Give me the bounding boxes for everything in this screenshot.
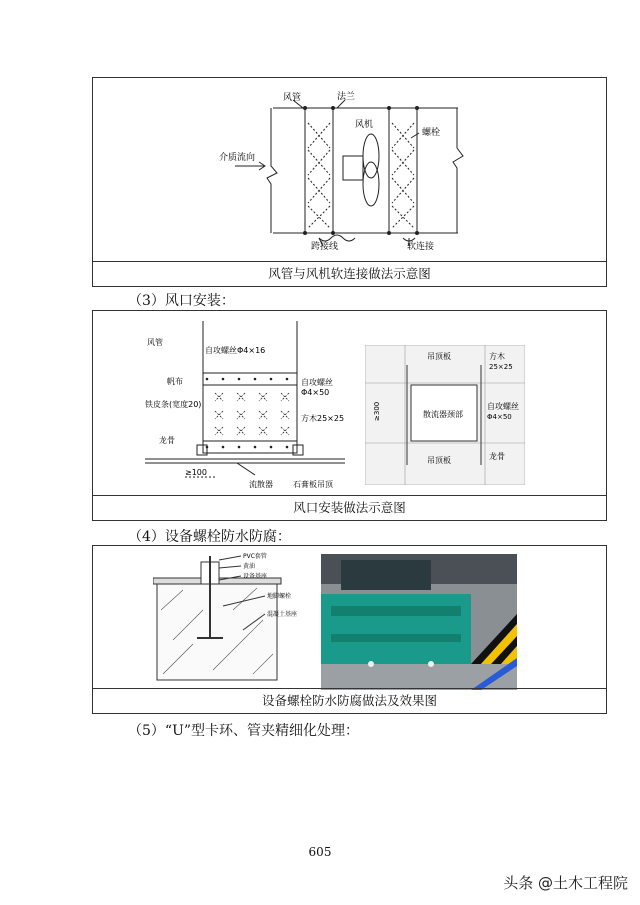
left-label-screw2b: Φ4×50	[301, 388, 330, 397]
figure-3-caption: 设备螺栓防水防腐做法及效果图	[93, 688, 606, 713]
left-label-keel: 龙骨	[159, 436, 175, 445]
right-label-wood2: 25×25	[489, 363, 513, 371]
section-3-heading: （3）风口安装：	[128, 293, 235, 309]
left-label-iron: 铁皮条(宽度20)	[145, 400, 202, 409]
label-bolt: 螺栓	[422, 128, 441, 138]
figure-1-frame	[92, 77, 607, 287]
left-label-canvas: 帆布	[167, 377, 183, 386]
anchor-bolt-waterproof-diagram	[153, 550, 313, 685]
label-flow: 介质流向	[219, 153, 256, 163]
label-jumper: 跨接线	[311, 242, 339, 252]
label-soft: 软连接	[407, 242, 435, 252]
label-grease: 黄油	[243, 563, 256, 570]
air-outlet-installation-right-diagram	[365, 345, 525, 485]
right-label-diffuser: 散流器颈部	[423, 410, 463, 419]
left-label-duct: 风管	[147, 338, 163, 347]
label-duct: 风管	[283, 93, 302, 103]
right-label-screw2: Φ4×50	[487, 413, 512, 421]
right-label-ceil-b: 吊顶板	[427, 456, 451, 465]
air-outlet-installation-left-diagram	[145, 321, 345, 496]
figure-2-caption: 风口安装做法示意图	[93, 495, 606, 520]
right-label-wood: 方木	[489, 352, 505, 361]
right-label-screw: 自攻螺丝	[487, 402, 519, 411]
right-label-keel: 龙骨	[489, 452, 505, 461]
section-4-heading: （4）设备螺栓防水防腐：	[128, 529, 291, 545]
equipment-base-photo	[321, 554, 517, 690]
watermark: 头条 @土木工程院	[503, 874, 628, 892]
right-label-ceil-a: 吊顶板	[427, 352, 451, 361]
label-fan: 风机	[355, 120, 374, 130]
page-number: 605	[308, 845, 332, 859]
figure-3-frame	[92, 545, 607, 714]
section-5-heading: （5）“U”型卡环、管夹精细化处理：	[128, 723, 360, 739]
left-label-dist: ≥100	[185, 468, 207, 477]
left-label-ceiling: 石膏板吊顶	[293, 480, 333, 489]
label-flange: 法兰	[337, 92, 356, 102]
right-label-dist: ≥300	[373, 401, 381, 421]
label-pvc: PVC套管	[243, 553, 267, 560]
left-label-wood: 方木25×25	[301, 414, 345, 423]
duct-fan-soft-connection-diagram	[93, 78, 606, 261]
figure-1-caption: 风管与风机软连接做法示意图	[93, 261, 606, 286]
figure-2-frame	[92, 310, 607, 521]
label-base: 设备基座	[243, 573, 268, 580]
left-label-diffuser: 流散器	[249, 480, 273, 489]
label-concrete: 混凝土基座	[267, 611, 298, 618]
left-label-screw1: 自攻螺丝Φ4×16	[205, 346, 266, 355]
label-anchor: 地脚螺栓	[267, 593, 292, 600]
left-label-screw2: 自攻螺丝	[301, 378, 333, 387]
